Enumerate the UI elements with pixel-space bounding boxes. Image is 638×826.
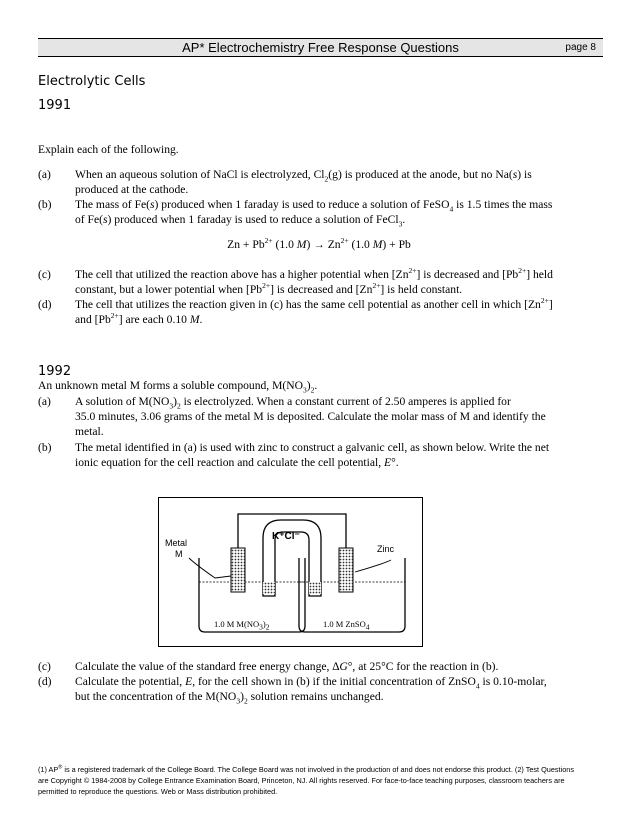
zinc-electrode <box>339 548 353 592</box>
item-label: (d) <box>38 298 52 311</box>
galvanic-cell-drawing <box>159 498 422 646</box>
item-label: (a) <box>38 395 51 408</box>
q1992-intro: An unknown metal M forms a soluble compound, $M(NO_3)_2$. <box>38 379 318 395</box>
q1991-intro: Explain each of the following. <box>38 143 179 156</box>
header-bar <box>38 38 603 57</box>
page-title: AP* Electrochemistry Free Response Questions <box>182 40 459 55</box>
item-label: (b) <box>38 198 52 211</box>
copyright-footer: (1) AP® is a registered trademark of the College Board. The College Board was not involved in the production of and does not endorse this product. (2) Test Questions are Copyright © 1984-2008 by College Entrance Examination Board, Princeton, NJ. All rights reserved. For face-to-face teaching purposes, classroom teachers are permitted to reproduce the questions. Web or Mass distribution prohibited. <box>38 764 574 796</box>
page-number: page 8 <box>565 42 596 53</box>
zinc-label: Zinc <box>377 544 395 554</box>
item-label: (b) <box>38 441 52 454</box>
item-body: Calculate the potential, E, for the cell shown in (b) if the initial concentration of ZnSO$_4$ is 0.10-molar, but the concentration of the $M(NO_3)_2$ solution remains unchanged. <box>75 675 547 706</box>
item-body: Calculate the value of the standard free energy change, ∆G°, at 25°C for the reaction in (b). <box>75 660 499 673</box>
item-label: (a) <box>38 168 51 181</box>
item-body: The cell that utilized the reaction above has a higher potential when $[Zn^{2+}]$ is decreased and $[Pb^{2+}]$ held constant, but a lower potential when $[Pb^{2+}]$ is decreased and $[Zn^{2+}]$ is held constant. <box>75 266 553 296</box>
left-solution-label: 1.0 M $M(NO_3)_2$ <box>214 619 270 632</box>
section-title: Electrolytic Cells <box>38 74 146 89</box>
item-label: (d) <box>38 675 52 688</box>
year-1992: 1992 <box>38 364 72 379</box>
reaction-equation: $Zn + Pb^{2+}$ (1.0 $M) \to Zn^{2+}$ (1.0 M) + Pb <box>227 236 411 251</box>
right-solution-label: 1.0 M ZnSO$_4$ <box>323 619 370 632</box>
metal-m-electrode <box>231 548 245 592</box>
item-label: (c) <box>38 268 51 281</box>
salt-bridge-label: K⁺Cl⁻ <box>272 531 300 542</box>
galvanic-cell-diagram <box>158 497 423 647</box>
year-1991: 1991 <box>38 98 72 113</box>
item-label: (c) <box>38 660 51 673</box>
metal-m-label: Metal M <box>165 538 188 559</box>
item-body: A solution of $M(NO_3)_2$ is electrolyzed. When a constant current of 2.50 amperes is applied for 35.0 minutes, 3.06 grams of the metal M is deposited. Calculate the molar mass of M and identify the metal. <box>75 395 546 438</box>
item-body: The mass of Fe(s) produced when 1 faraday is used to reduce a solution of FeSO$_4$ is 1.5 times the mass of Fe(s) produced when 1 faraday is used to reduce a solution of FeCl$_3$. <box>75 198 553 229</box>
item-body: The cell that utilizes the reaction given in (c) has the same cell potential as another cell in which $[Zn^{2+}]$ and $[Pb^{2+}]$ are each 0.10 M. <box>75 296 553 326</box>
item-body: The metal identified in (a) is used with zinc to construct a galvanic cell, as shown below. Write the net ionic equation for the cell reaction and calculate the cell potential, E°. <box>75 441 550 469</box>
item-body: When an aqueous solution of NaCl is electrolyzed, $Cl_2(g)$ is produced at the anode, but no Na(s) is produced at the cathode. <box>75 168 532 196</box>
